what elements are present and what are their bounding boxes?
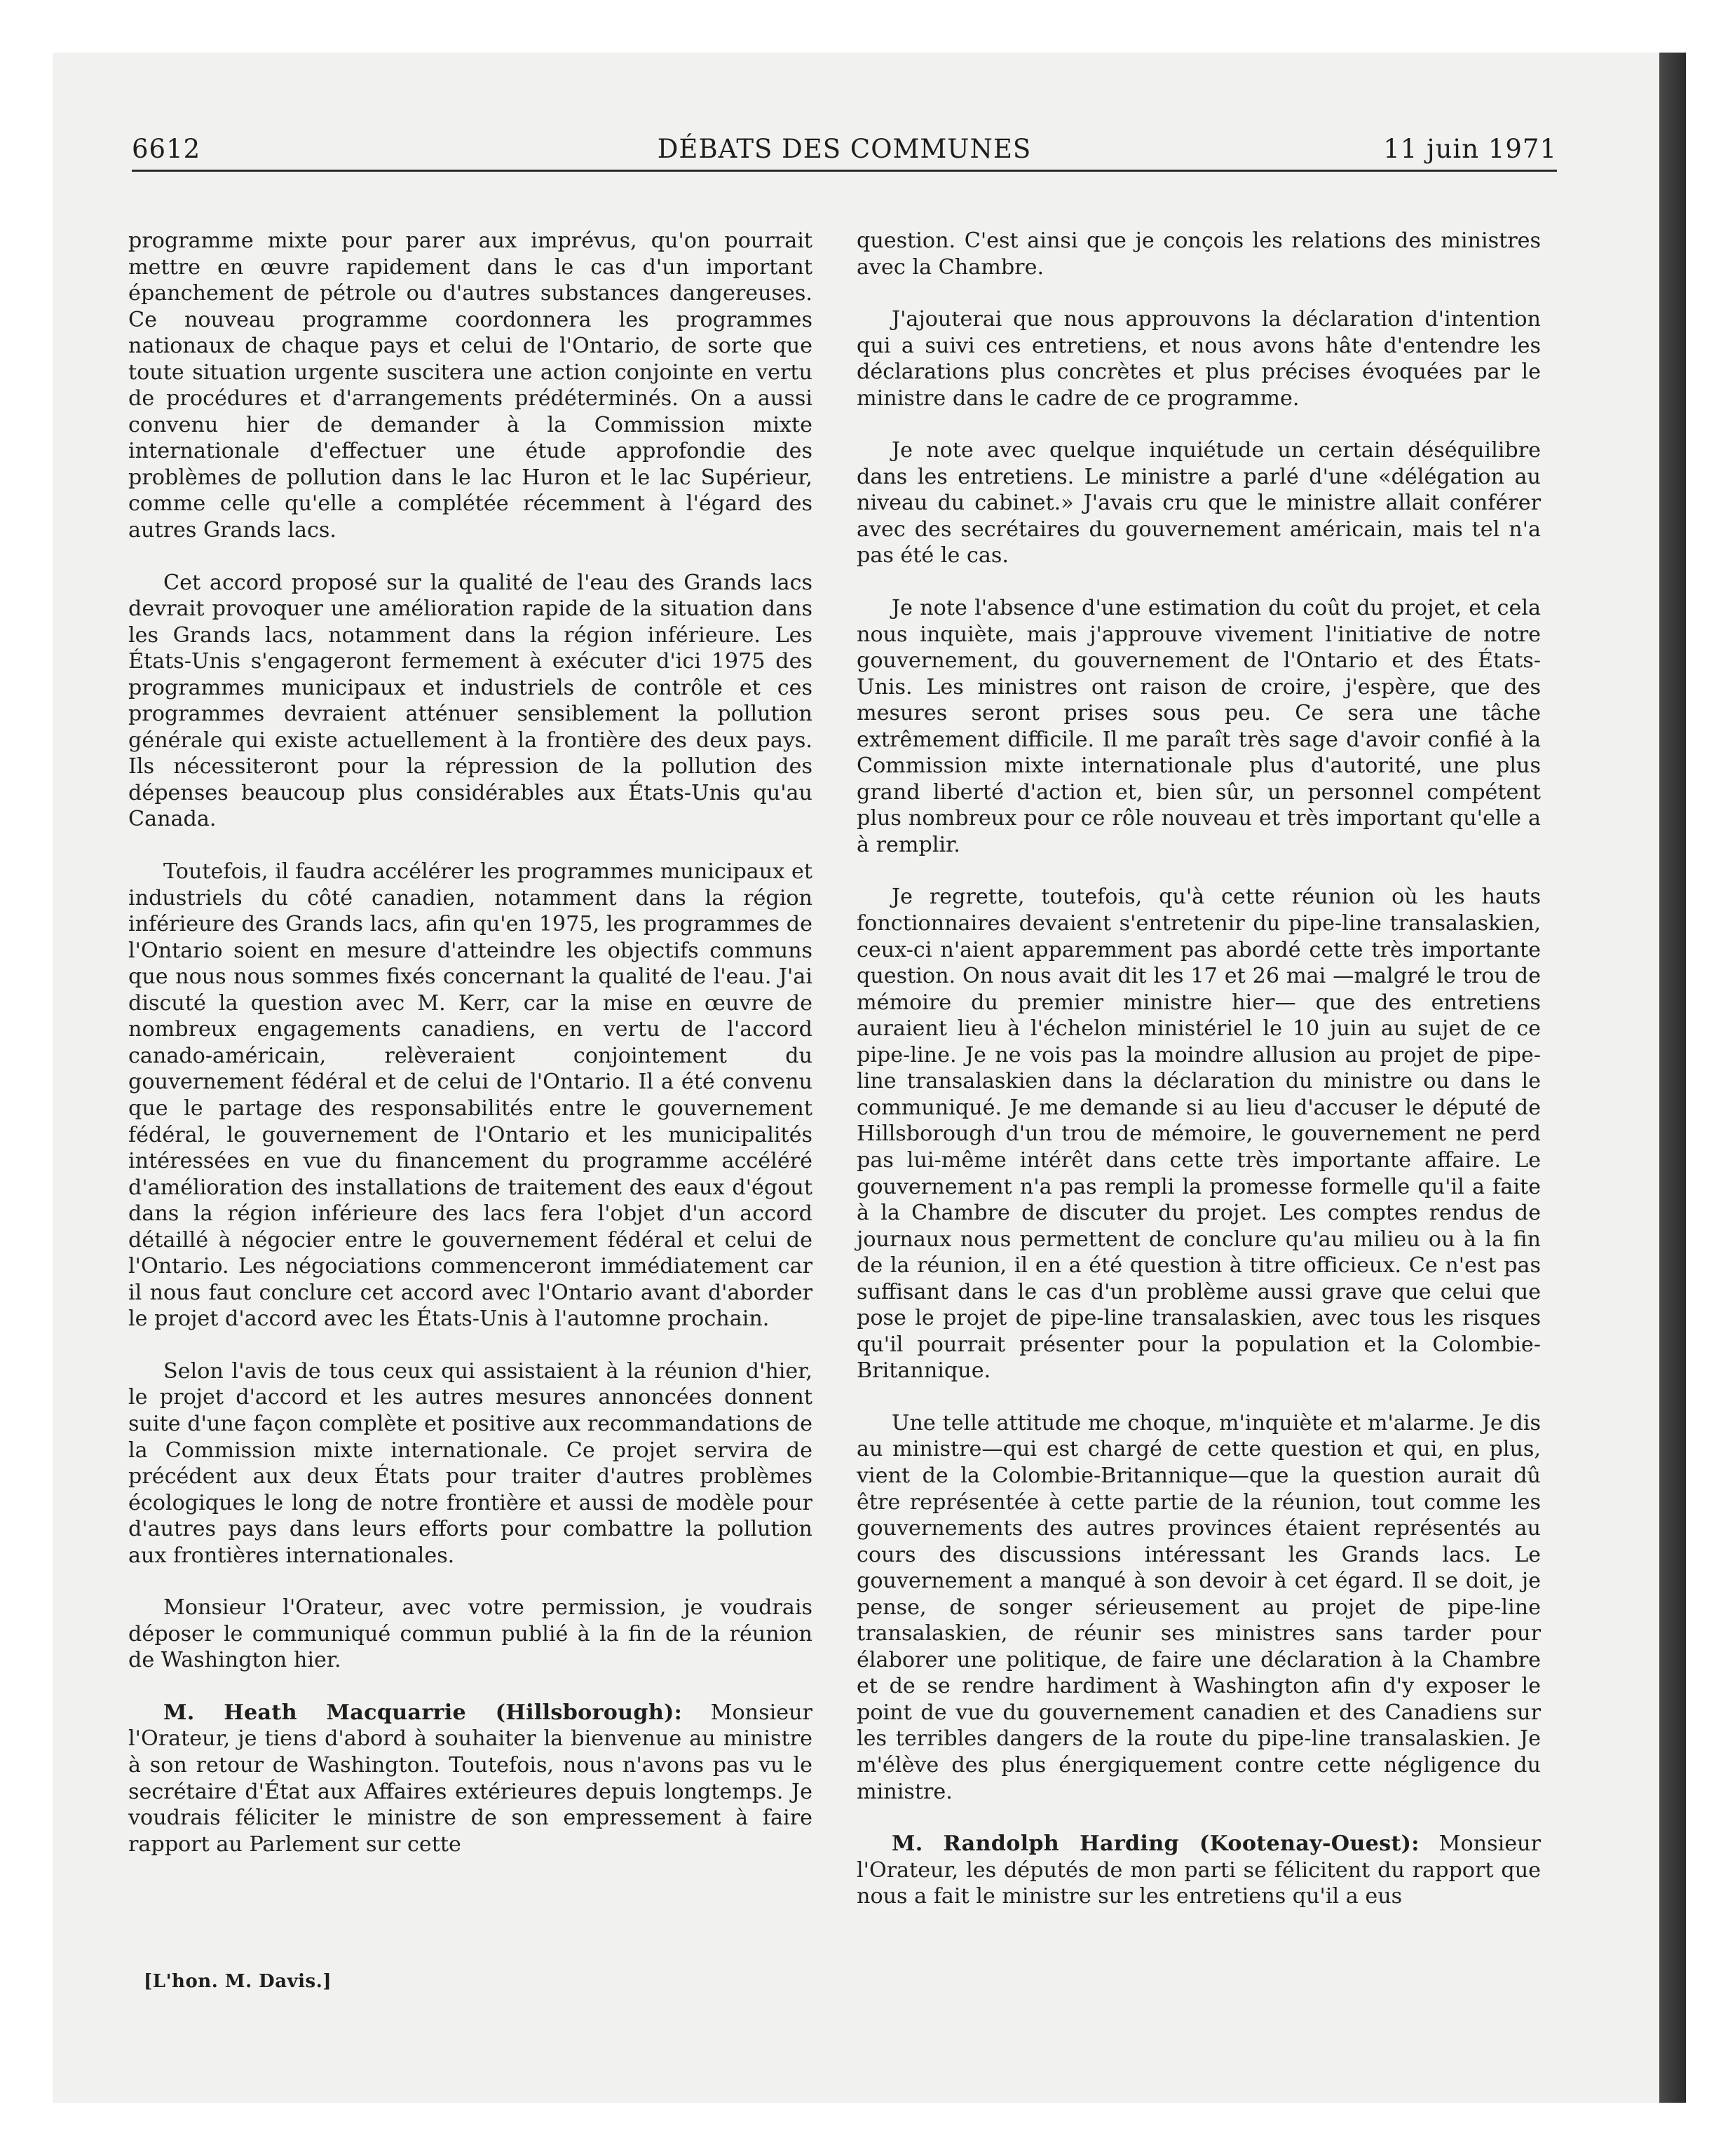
speaker-attribution: [L'hon. M. Davis.] <box>144 1971 332 1992</box>
page-header <box>132 128 1557 172</box>
paragraph: Monsieur l'Orateur, avec votre permission, je voudrais déposer le communiqué commun publié à la fin de la réunion de Washington hier. <box>128 1595 812 1673</box>
speech-text: Monsieur l'Orateur, les députés de mon parti se félicitent du rapport que nous a fait le ministre sur les entretiens qu'il a eus <box>857 1831 1541 1909</box>
speaker-name: M. Randolph Harding (Kootenay-Ouest): <box>892 1831 1420 1857</box>
paragraph: Je note avec quelque inquiétude un certain déséquilibre dans les entretiens. Le ministre a parlé d'une «délégation au niveau du cabinet.» J'avais cru que le ministre allait conférer avec des secrétaires du gouvernement américain, mais tel n'a pas été le cas. <box>857 438 1541 568</box>
paragraph: Je regrette, toutefois, qu'à cette réunion où les hauts fonctionnaires devaient s'entretenir du pipe-line transalaskien, ceux-ci n'aient apparemment pas abordé cette très importante question. On nous avait dit les 17 et 26 mai —malgré le trou de mémoire du premier ministre hier— que des entretiens auraient lieu à l'échelon ministériel le 10 juin au sujet de ce pipe-line. Je ne vois pas la moindre allusion au projet de pipe-line transalaskien dans la déclaration du ministre ou dans le communiqué. Je me demande si au lieu d'accuser le député de Hillsborough d'un trou de mémoire, le gouvernement ne perd pas lui-même intérêt dans cette très importante affaire. Le gouvernement n'a pas rempli la promesse formelle qu'il a faite à la Chambre de discuter du projet. Les comptes rendus de journaux nous permettent de conclure qu'au milieu ou à la fin de la réunion, il en a été question à titre officieux. Ce n'est pas suffisant dans le cas d'un problème aussi grave que celui que pose le projet de pipe-line transalaskien, avec tous les risques qu'il pourrait présenter pour la population et la Colombie-Britannique. <box>857 885 1541 1384</box>
page-number: 6612 <box>132 134 201 164</box>
left-column <box>128 228 812 1883</box>
scan-edge-shadow <box>1659 53 1686 2103</box>
paragraph: J'ajouterai que nous approuvons la déclaration d'intention qui a suivi ces entretiens, et nous avons hâte d'entendre les déclarations plus concrètes et plus précises évoquées par le ministre dans le cadre de ce programme. <box>857 307 1541 411</box>
speech-text: Monsieur l'Orateur, je tiens d'abord à souhaiter la bienvenue au ministre à son retour de Washington. Toutefois, nous n'avons pas vu le secrétaire d'État aux Affaires extérieures depuis longtemps. Je voudrais féliciter le ministre de son empressement à faire rapport au Parlement sur cette <box>128 1700 812 1857</box>
paragraph: Une telle attitude me choque, m'inquiète et m'alarme. Je dis au ministre—qui est chargé de cette question et qui, en plus, vient de la Colombie-Britannique—que la question aurait dû être représentée à cette partie de la réunion, tout comme les gouvernements des autres provinces étaient représentés au cours des discussions intéressant les Grands lacs. Le gouvernement a manqué à son devoir à cet égard. Il se doit, je pense, de songer sérieusement au projet de pipe-line transalaskien, de réunir ses ministres sans tarder pour élaborer une politique, de faire une déclaration à la Chambre et de se rendre hardiment à Washington afin d'y exposer le point de vue du gouvernement canadien et des Canadiens sur les terribles dangers de la route du pipe-line transalaskien. Je m'élève des plus énergiquement contre cette négligence du ministre. <box>857 1410 1541 1804</box>
speech-paragraph <box>128 1700 812 1857</box>
paragraph: Selon l'avis de tous ceux qui assistaient à la réunion d'hier, le projet d'accord et les autres mesures annoncées donnent suite d'une façon complète et positive aux recommandations de la Commission mixte internationale. Ce projet servira de précédent aux deux États pour traiter d'autres problèmes écologiques le long de notre frontière et aussi de modèle pour d'autres pays dans leurs efforts pour combattre la pollution aux frontières internationales. <box>128 1358 812 1568</box>
speech-paragraph <box>857 1831 1541 1910</box>
speaker-name: M. Heath Macquarrie (Hillsborough): <box>163 1700 683 1725</box>
publication-title: DÉBATS DES COMMUNES <box>657 134 1032 164</box>
paragraph: Toutefois, il faudra accélérer les programmes municipaux et industriels du côté canadien, notamment dans la région inférieure des Grands lacs, afin qu'en 1975, les programmes de l'Ontario soient en mesure d'atteindre les objectifs communs que nous nous sommes fixés concernant la qualité de l'eau. J'ai discuté la question avec M. Kerr, car la mise en œuvre de nombreux engagements canadiens, en vertu de l'accord canado-américain, relèveraient conjointement du gouvernement fédéral et de celui de l'Ontario. Il a été convenu que le partage des responsabilités entre le gouvernement fédéral, le gouvernement de l'Ontario et les municipalités intéressées en vue du financement du programme accéléré d'amélioration des installations de traitement des eaux d'égout dans la région inférieure des lacs fera l'objet d'un accord détaillé à négocier entre le gouvernement fédéral et celui de l'Ontario. Les négociations commenceront immédiatement car il nous faut conclure cet accord avec l'Ontario avant d'aborder le projet d'accord avec les États-Unis à l'automne prochain. <box>128 859 812 1332</box>
paragraph: question. C'est ainsi que je conçois les relations des ministres avec la Chambre. <box>857 228 1541 280</box>
issue-date: 11 juin 1971 <box>1383 134 1557 164</box>
paragraph: programme mixte pour parer aux imprévus, qu'on pourrait mettre en œuvre rapidement dans le cas d'un important épanchement de pétrole ou d'autres substances dangereuses. Ce nouveau programme coordonnera les programmes nationaux de chaque pays et celui de l'Ontario, de sorte que toute situation urgente suscitera une action conjointe en vertu de procédures et d'arrangements prédéterminés. On a aussi convenu hier de demander à la Commission mixte internationale d'effectuer une étude approfondie des problèmes de pollution dans le lac Huron et le lac Supérieur, comme celle qu'elle a complétée récemment à l'égard des autres Grands lacs. <box>128 228 812 543</box>
paragraph: Cet accord proposé sur la qualité de l'eau des Grands lacs devrait provoquer une amélioration rapide de la situation dans les Grands lacs, notamment dans la région inférieure. Les États-Unis s'engageront fermement à exécuter d'ici 1975 des programmes municipaux et industriels de contrôle et ces programmes devraient atténuer sensiblement la pollution générale qui existe actuellement à la frontière des deux pays. Ils nécessiteront pour la répression de la pollution des dépenses beaucoup plus considérables aux États-Unis qu'au Canada. <box>128 570 812 832</box>
paragraph: Je note l'absence d'une estimation du coût du projet, et cela nous inquiète, mais j'approuve vivement l'initiative de notre gouvernement, du gouvernement de l'Ontario et des États-Unis. Les ministres ont raison de croire, j'espère, que des mesures seront prises sous peu. Ce sera une tâche extrêmement difficile. Il me paraît très sage d'avoir confié à la Commission mixte internationale plus d'autorité, une plus grand liberté d'action et, bien sûr, un personnel compétent plus nombreux pour ce rôle nouveau et très important qu'elle a à remplir. <box>857 596 1541 857</box>
right-column <box>857 228 1541 1936</box>
